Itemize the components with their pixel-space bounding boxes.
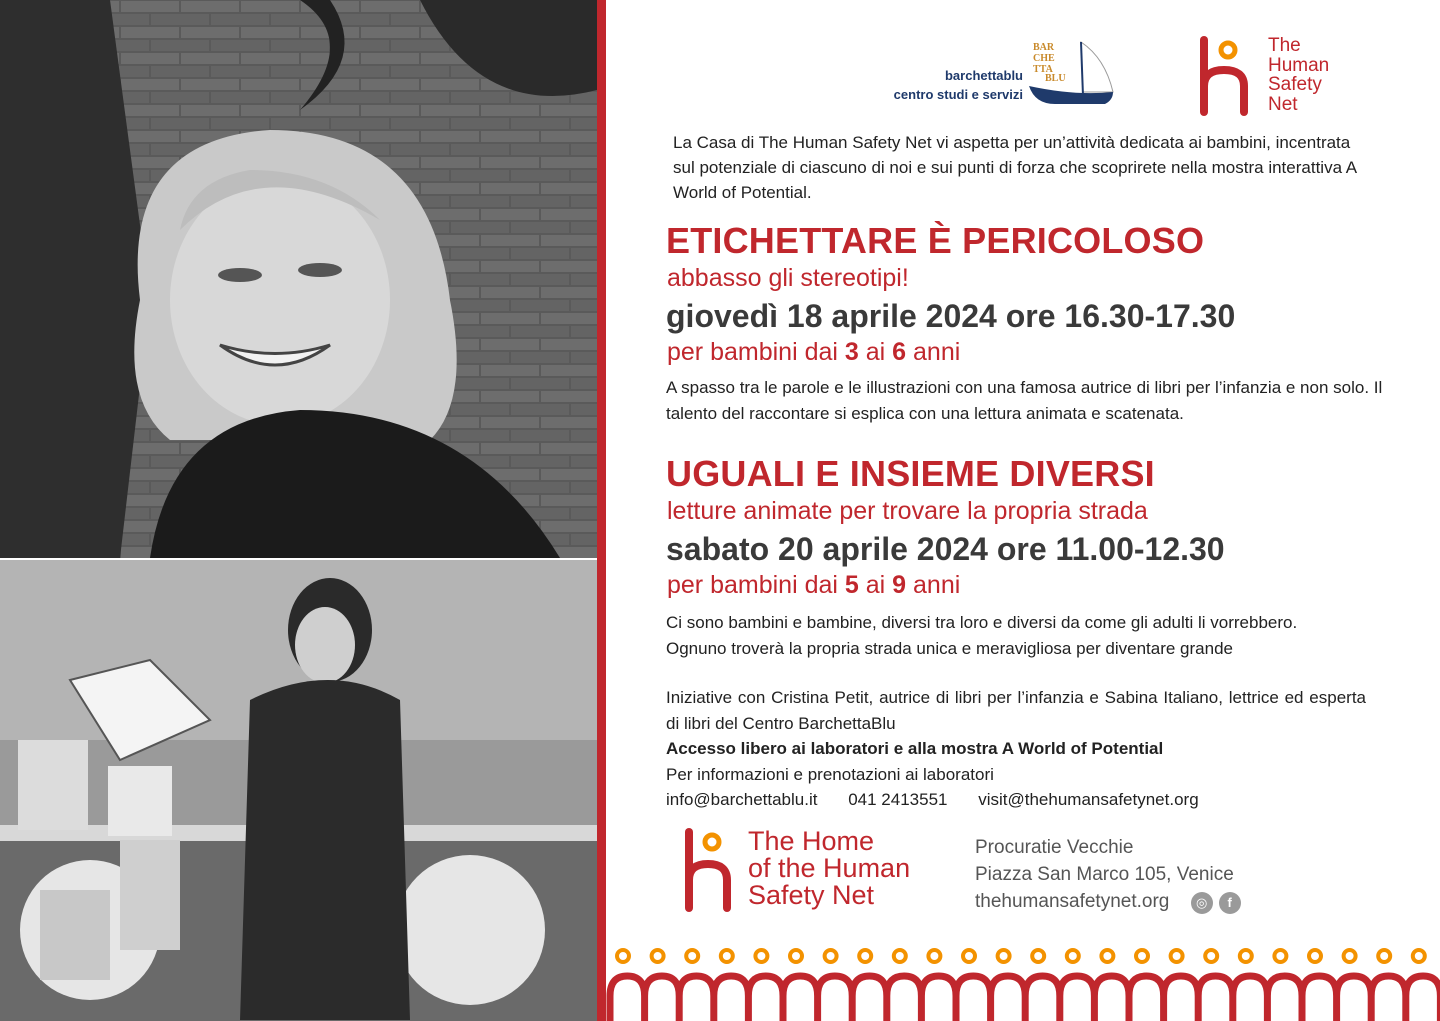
orange-dot bbox=[617, 950, 629, 962]
facebook-icon[interactable]: f bbox=[1219, 892, 1241, 914]
event-2-age bbox=[667, 571, 960, 600]
orange-dot bbox=[790, 950, 802, 962]
orange-dot bbox=[1378, 950, 1390, 962]
intro-paragraph: La Casa di The Human Safety Net vi aspetta per un’attività dedicata ai bambini, incentrata sul potenziale di ciascuno di noi e sui punti di forza che scoprirete nella mostra interattiva A World of Potential. bbox=[673, 133, 1357, 202]
orange-dot bbox=[963, 950, 975, 962]
address-building: Procuratie Vecchie bbox=[975, 837, 1134, 858]
hsn-h-mark-icon bbox=[1198, 36, 1258, 116]
address-block bbox=[975, 834, 1241, 915]
contact-visit-email-link[interactable]: visit@thehumansafetynet.org bbox=[978, 790, 1199, 809]
boat-icon bbox=[1025, 38, 1115, 110]
orange-dot bbox=[652, 950, 664, 962]
social-icons bbox=[1185, 888, 1241, 915]
orange-dots-row bbox=[617, 950, 1425, 962]
orange-dot bbox=[1205, 950, 1217, 962]
info-booking: Per informazioni e prenotazioni ai laboratori bbox=[666, 764, 994, 784]
contact-email-link[interactable]: info@barchettablu.it bbox=[666, 790, 818, 809]
orange-dot bbox=[1032, 950, 1044, 962]
barchettablu-tagline: centro studi e servizi bbox=[893, 87, 1023, 102]
hsn-logo-text bbox=[1268, 36, 1329, 114]
event-1-age-mid: ai bbox=[858, 338, 893, 366]
address-street: Piazza San Marco 105, Venice bbox=[975, 864, 1234, 885]
event-1-subtitle: abbasso gli stereotipi! bbox=[667, 264, 909, 292]
event-1-date: giovedì 18 aprile 2024 ore 16.30-17.30 bbox=[666, 298, 1236, 334]
boat-label-4: BLU bbox=[1045, 73, 1066, 84]
contact-phone[interactable]: 041 2413551 bbox=[848, 790, 948, 809]
event-2-description bbox=[666, 610, 1396, 662]
hsn-line-2: Human bbox=[1268, 54, 1330, 76]
hsn-line-1: The bbox=[1268, 35, 1301, 56]
event-2-date: sabato 20 aprile 2024 ore 11.00-12.30 bbox=[666, 531, 1225, 567]
hsn-line-4: Net bbox=[1268, 93, 1298, 115]
event-2-age-suffix: anni bbox=[906, 571, 961, 599]
orange-dot bbox=[1136, 950, 1148, 962]
website-link[interactable]: thehumansafetynet.org bbox=[975, 891, 1170, 912]
info-free-access: Accesso libero ai laboratori e alla mostra A World of Potential bbox=[666, 739, 1164, 758]
info-contacts bbox=[666, 787, 1366, 813]
event-2-age-from: 5 bbox=[844, 571, 859, 599]
barchettablu-name: barchettablu bbox=[944, 68, 1023, 83]
event-1-age bbox=[667, 338, 960, 367]
info-organizers: Iniziative con Cristina Petit, autrice di libri per l’infanzia e Sabina Italiano, lettrice ed esperta di libri del Centro BarchettaBlu bbox=[666, 688, 1366, 733]
event-2-age-prefix: per bambini dai bbox=[667, 571, 845, 599]
event-1-age-from: 3 bbox=[844, 338, 859, 366]
photo-sabina-italiano bbox=[0, 560, 597, 1021]
orange-dot bbox=[1413, 950, 1425, 962]
home-logo-text bbox=[748, 828, 910, 909]
orange-dot bbox=[1344, 950, 1356, 962]
event-2-subtitle: letture animate per trovare la propria strada bbox=[667, 497, 1148, 525]
orange-dot bbox=[1274, 950, 1286, 962]
barchettablu-logo-text bbox=[894, 66, 1023, 104]
info-block bbox=[666, 685, 1366, 813]
event-2-title: UGUALI E INSIEME DIVERSI bbox=[666, 453, 1155, 494]
orange-dot bbox=[859, 950, 871, 962]
boat-label-2: CHE bbox=[1033, 53, 1055, 64]
event-1-description: A spasso tra le parole e le illustrazioni con una famosa autrice di libri per l’infanzia e non solo. Il talento del raccontare si esplica con una lettura animata e scatenata. bbox=[666, 378, 1383, 423]
photo-cristina-petit bbox=[0, 0, 597, 558]
address-site-row bbox=[975, 888, 1241, 915]
event-1-age-suffix: anni bbox=[906, 338, 961, 366]
event-1-age-prefix: per bambini dai bbox=[667, 338, 845, 366]
event-2-age-mid: ai bbox=[858, 571, 893, 599]
decorative-h-border bbox=[606, 940, 1440, 1021]
orange-dot bbox=[1067, 950, 1079, 962]
home-line-3: Safety Net bbox=[748, 880, 875, 910]
home-of-human-safety-net-logo bbox=[684, 828, 964, 914]
human-safety-net-logo bbox=[1198, 36, 1368, 116]
orange-dot bbox=[928, 950, 940, 962]
event-1-age-to: 6 bbox=[892, 338, 907, 366]
orange-dot bbox=[721, 950, 733, 962]
instagram-icon[interactable]: ◎ bbox=[1191, 892, 1213, 914]
event-2-description-line-1: Ci sono bambini e bambine, diversi tra loro e diversi da come gli adulti li vorrebbero. bbox=[666, 613, 1298, 632]
orange-dot bbox=[1101, 950, 1113, 962]
orange-dot bbox=[686, 950, 698, 962]
home-h-mark-icon bbox=[684, 828, 740, 912]
orange-dot bbox=[1309, 950, 1321, 962]
orange-dot bbox=[755, 950, 767, 962]
boat-label-1: BAR bbox=[1033, 42, 1055, 53]
orange-dot bbox=[825, 950, 837, 962]
boat-label-3: TTA bbox=[1033, 64, 1053, 75]
event-1-title: ETICHETTARE È PERICOLOSO bbox=[666, 220, 1205, 261]
barchettablu-logo bbox=[885, 38, 1115, 110]
orange-dot bbox=[1171, 950, 1183, 962]
orange-dot bbox=[1240, 950, 1252, 962]
hsn-line-3: Safety bbox=[1268, 74, 1322, 95]
event-2-age-to: 9 bbox=[892, 571, 907, 599]
red-arches-row bbox=[610, 976, 1440, 1021]
orange-dot bbox=[894, 950, 906, 962]
home-line-1: The Home bbox=[748, 826, 875, 856]
orange-dot bbox=[998, 950, 1010, 962]
home-line-2: of the Human bbox=[748, 853, 911, 883]
red-divider bbox=[597, 0, 606, 1021]
event-2-description-line-2: Ognuno troverà la propria strada unica e meravigliosa per diventare grande bbox=[666, 639, 1233, 658]
